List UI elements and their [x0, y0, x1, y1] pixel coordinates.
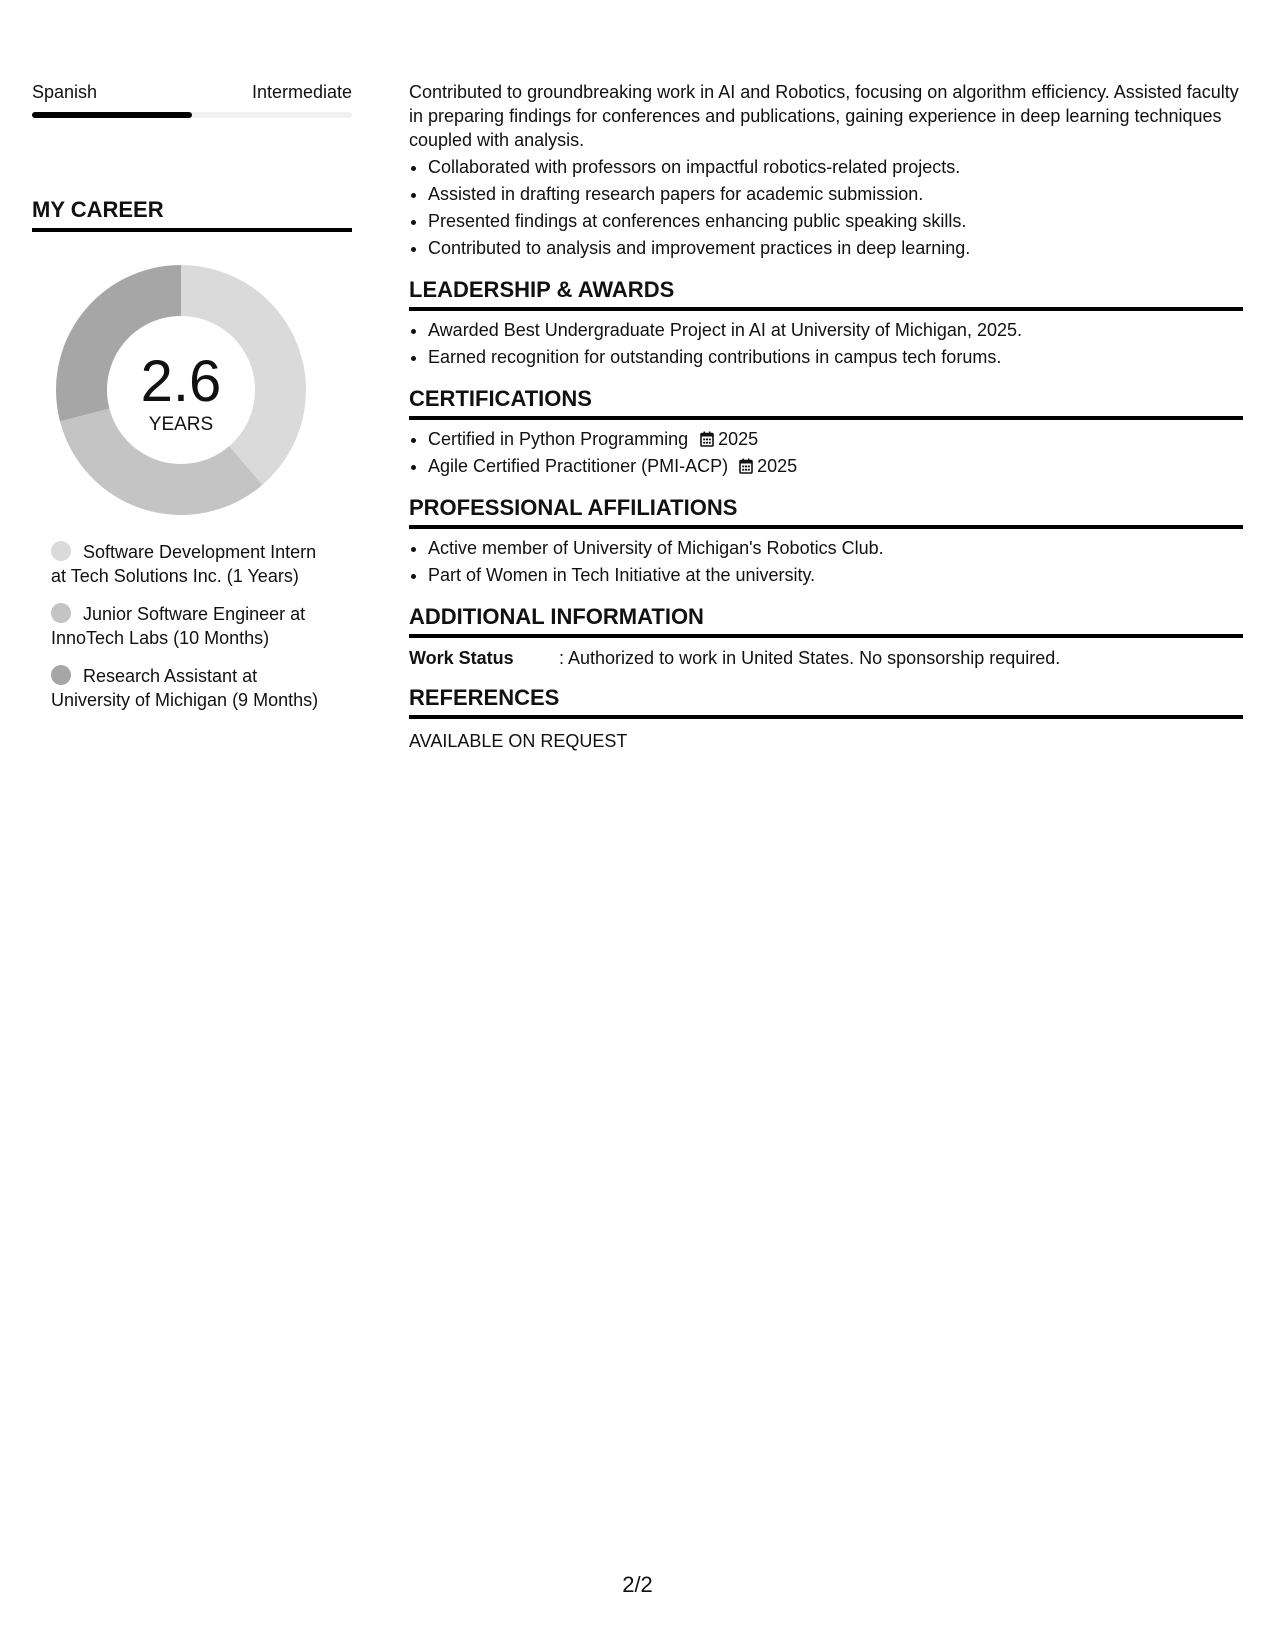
leadership-list	[409, 317, 1243, 371]
career-total-value: 2.6	[140, 349, 222, 414]
list-item: • Contributed to analysis and improvement practices in deep learning.	[428, 235, 1243, 262]
legend-dot-icon	[51, 665, 71, 685]
list-item: • Part of Women in Tech Initiative at the university.	[428, 562, 1243, 589]
work-status-value: : Authorized to work in United States. No sponsorship required.	[559, 648, 1061, 668]
work-status-label: Work Status	[409, 648, 514, 668]
list-item: • Active member of University of Michigan's Robotics Club.	[428, 535, 1243, 562]
calendar-icon	[739, 458, 753, 474]
additional-info-heading: ADDITIONAL INFORMATION	[409, 603, 1243, 638]
list-item: • Presented findings at conferences enhancing public speaking skills.	[428, 208, 1243, 235]
references-text: AVAILABLE ON REQUEST	[409, 731, 628, 751]
certification-year: 2025	[718, 429, 759, 449]
legend-dot-icon	[51, 541, 71, 561]
legend-label: Junior Software Engineer at InnoTech Labs (10 Months)	[51, 604, 306, 648]
experience-summary: Contributed to groundbreaking work in AI and Robotics, focusing on algorithm efficiency. Assisted faculty in preparing findings for conferences and publications, gaining experience in deep learning techniques coupled with analysis.	[409, 82, 1239, 150]
list-item: • Collaborated with professors on impactful robotics-related projects.	[428, 154, 1243, 181]
certifications-heading: CERTIFICATIONS	[409, 385, 1243, 420]
main-content	[409, 80, 1243, 753]
list-item: • Earned recognition for outstanding contributions in campus tech forums.	[428, 344, 1243, 371]
affiliations-list	[409, 535, 1243, 589]
certification-name: Agile Certified Practitioner (PMI-ACP)	[428, 456, 729, 476]
affiliations-heading: PROFESSIONAL AFFILIATIONS	[409, 494, 1243, 529]
language-row	[32, 80, 352, 104]
legend-label: Research Assistant at University of Michigan (9 Months)	[51, 666, 319, 710]
work-status-row	[409, 646, 1243, 670]
legend-item	[51, 664, 321, 712]
certifications-list	[409, 426, 1243, 480]
list-item: • Assisted in drafting research papers for academic submission.	[428, 181, 1243, 208]
donut-center	[56, 265, 306, 515]
leadership-heading: LEADERSHIP & AWARDS	[409, 276, 1243, 311]
career-heading: MY CAREER	[32, 196, 352, 232]
legend-dot-icon	[51, 603, 71, 623]
language-proficiency-fill	[32, 112, 192, 118]
certification-year: 2025	[757, 456, 798, 476]
calendar-icon	[700, 431, 714, 447]
sidebar	[32, 80, 352, 726]
list-item	[428, 453, 1243, 480]
legend-item	[51, 602, 321, 650]
career-donut-chart	[56, 265, 306, 515]
language-skill	[32, 80, 352, 118]
language-level: Intermediate	[251, 82, 352, 102]
language-proficiency-bar	[32, 112, 352, 118]
experience-bullets	[409, 154, 1243, 262]
career-total-unit: YEARS	[148, 414, 214, 435]
certification-name: Certified in Python Programming	[428, 429, 689, 449]
list-item	[428, 426, 1243, 453]
legend-label: Software Development Intern at Tech Solutions Inc. (1 Years)	[51, 542, 317, 586]
language-name: Spanish	[32, 82, 98, 102]
references-heading: REFERENCES	[409, 684, 1243, 719]
list-item: • Awarded Best Undergraduate Project in AI at University of Michigan, 2025.	[428, 317, 1243, 344]
career-legend	[51, 540, 321, 712]
legend-item	[51, 540, 321, 588]
page-number: 2/2	[622, 1572, 653, 1597]
